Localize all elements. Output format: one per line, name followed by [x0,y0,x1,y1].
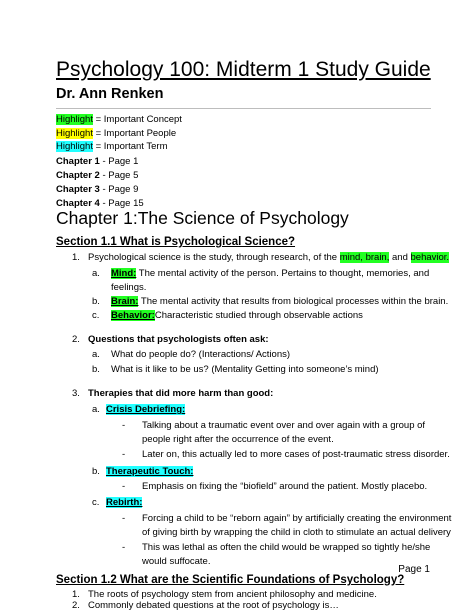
legend-highlight-yellow: Highlight [56,128,93,139]
legend-text: = Important People [92,128,177,139]
chapter-label: Chapter 2 [56,170,100,181]
sub-item-mind [111,268,429,279]
chapter-page: - Page 5 [99,170,139,181]
bullet-text: Forcing a child to be “reborn again” by artificially creating the environment [142,513,452,524]
sub-letter: b. [92,296,100,307]
section-heading-1-2: Section 1.2 What are the Scientific Foundations of Psychology? [56,574,405,586]
legend-highlight-cyan: Highlight [56,141,93,152]
highlight-concept: behavior. [410,252,450,263]
chapter-page: - Page 15 [99,198,144,209]
list-number: 2. [72,334,80,345]
chapter-title: Chapter 1:The Science of Psychology [56,208,349,228]
bullet-dash: - [122,513,126,524]
sub-item-rebirth [106,497,142,508]
term-therapeutic-touch: Therapeutic Touch: [106,466,194,477]
sub-letter: a. [92,268,100,279]
legend-concept [56,114,182,125]
legend-people [56,128,176,139]
chapter-label: Chapter 4 [56,198,100,209]
legend-highlight-green: Highlight [56,114,93,125]
term-brain: Brain: [111,296,139,307]
page-number: Page 1 [398,564,430,575]
bullet-text: would suffocate. [142,556,211,567]
bullet-text: of giving birth by wrapping the child in cloth to stimulate an actual delivery [142,527,451,538]
bullet-dash: - [122,542,126,553]
chapter-index-1 [56,156,138,167]
sub-item-therapeutic-touch [106,466,193,477]
term-behavior: Behavior: [111,310,155,321]
sub-text: The mental activity that results from biological processes within the brain. [138,296,449,307]
list-number: 2. [72,600,80,611]
term-rebirth: Rebirth: [106,497,143,508]
bullet-dash: - [122,481,126,492]
sub-text: Characteristic studied through observable actions [154,310,363,321]
sub-letter: c. [92,310,100,321]
document-title: Psychology 100: Midterm 1 Study Guide [56,58,431,81]
legend-text: = Important Concept [92,114,182,125]
chapter-page: - Page 9 [99,184,139,195]
bullet-text: This was lethal as often the child would be wrapped so tightly he/she [142,542,431,553]
sub-item-mind-cont: feelings. [111,282,147,293]
bullet-dash: - [122,449,126,460]
sub-item-behavior [111,310,363,321]
item-text: Psychological science is the study, through research, of the [88,252,340,263]
sub-item-crisis-debriefing [106,404,185,415]
chapter-label: Chapter 3 [56,184,100,195]
bullet-text: people right after the occurrence of the event. [142,434,334,445]
chapter-label: Chapter 1 [56,156,100,167]
list-item-3: Therapies that did more harm than good: [88,388,274,399]
sub-letter: a. [92,404,100,415]
sub-item: What is it like to be us? (Mentality Getting into someone’s mind) [111,364,379,375]
sub-text: The mental activity of the person. Pertains to thought, memories, and [136,268,430,279]
sub-item-brain [111,296,448,307]
divider [56,108,431,109]
sub-letter: b. [92,466,100,477]
sub-item: What do people do? (Interactions/ Actions) [111,349,291,360]
list-item-1 [88,252,449,263]
term-mind: Mind: [111,268,137,279]
section-heading-1-1: Section 1.1 What is Psychological Science? [56,236,296,248]
list-number: 1. [72,252,80,263]
sub-letter: a. [92,349,100,360]
list-item-2: Questions that psychologists often ask: [88,334,269,345]
list-item: Commonly debated questions at the root of psychology is… [88,600,339,611]
list-number: 3. [72,388,80,399]
bullet-text: Talking about a traumatic event over and over again with a group of [142,420,426,431]
author-name: Dr. Ann Renken [56,86,164,102]
bullet-text: Emphasis on fixing the “biofield” around the patient. Mostly placebo. [142,481,428,492]
list-item: The roots of psychology stem from ancient philosophy and medicine. [88,589,377,600]
sub-letter: c. [92,497,100,508]
term-crisis-debriefing: Crisis Debriefing: [106,404,186,415]
sub-letter: b. [92,364,100,375]
chapter-page: - Page 1 [99,156,139,167]
highlight-concept: mind, brain, [339,252,390,263]
bullet-dash: - [122,420,126,431]
legend-text: = Important Term [92,141,168,152]
chapter-index-2 [56,170,138,181]
list-number: 1. [72,589,80,600]
bullet-text: Later on, this actually led to more cases of post-traumatic stress disorder. [142,449,450,460]
item-text: and [389,252,411,263]
chapter-index-3 [56,184,138,195]
legend-term [56,141,168,152]
